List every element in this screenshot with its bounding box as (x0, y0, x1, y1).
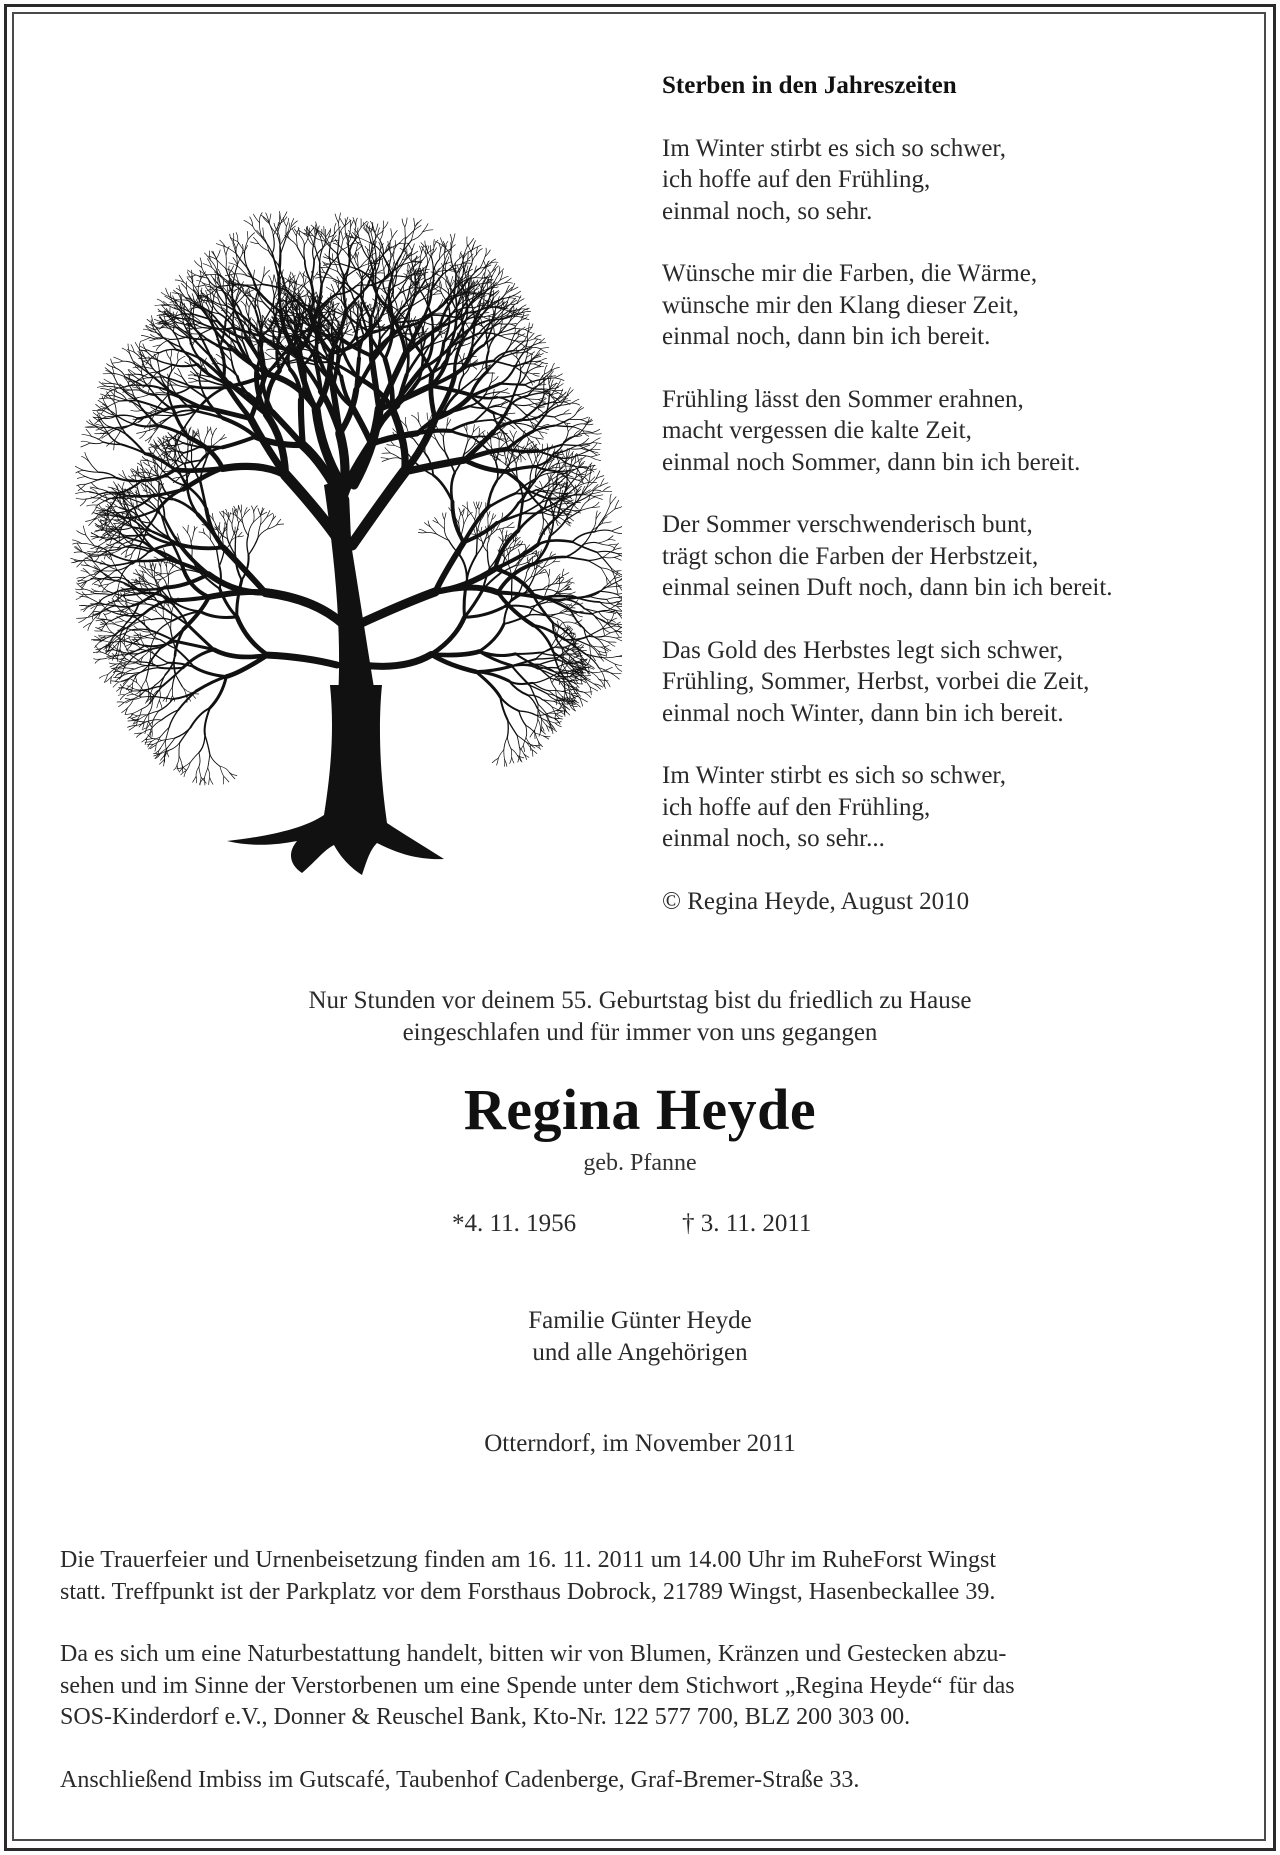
poem-line: Der Sommer verschwenderisch bunt, (662, 511, 1033, 538)
poem-line: Wünsche mir die Farben, die Wärme, (662, 260, 1038, 287)
poem-title: Sterben in den Jahreszeiten (662, 72, 957, 99)
poem-line: Im Winter stirbt es sich so schwer, (662, 762, 1006, 789)
poem-line: einmal noch Winter, dann bin ich bereit. (662, 699, 1064, 727)
note-line: Anschließend Imbiss im Gutscafé, Taubenhof Cadenberge, Graf-Bremer-Straße 33. (60, 1766, 860, 1793)
note-paragraph (60, 1545, 1225, 1608)
deceased-name: Regina Heyde (463, 1077, 817, 1142)
poem-line: einmal noch, dann bin ich bereit. (662, 323, 991, 350)
poem-line: Frühling, Sommer, Herbst, vorbei die Zeit, (662, 668, 1090, 695)
intro-line: eingeschlafen und für immer von uns gegangen (402, 1019, 878, 1046)
poem-line: wünsche mir den Klang dieser Zeit, (662, 291, 1019, 319)
intro-text (0, 985, 1280, 1049)
place-date: Otterndorf, im November 2011 (484, 1430, 796, 1457)
poem-stanza (662, 133, 1222, 228)
family-line: und alle Angehörigen (532, 1339, 748, 1366)
poem-line: einmal noch Sommer, dann bin ich bereit. (662, 448, 1081, 476)
note-line: Da es sich um eine Naturbestattung handelt, bitten wir von Blumen, Kränzen und Gestecken abzu- (60, 1641, 1007, 1667)
intro-line: Nur Stunden vor deinem 55. Geburtstag bist du friedlich zu Hause (308, 987, 972, 1014)
poem-line: Das Gold des Herbstes legt sich schwer, (662, 636, 1063, 664)
poem-line: trägt schon die Farben der Herbstzeit, (662, 542, 1039, 570)
poem-line: Im Winter stirbt es sich so schwer, (662, 134, 1006, 162)
note-paragraph (60, 1765, 1225, 1797)
poem-line: ich hoffe auf den Frühling, (662, 793, 931, 821)
note-line: Die Trauerfeier und Urnenbeisetzung finden am 16. 11. 2011 um 14.00 Uhr im RuheForst Wingst (60, 1547, 997, 1573)
poem-copyright: © Regina Heyde, August 2010 (662, 887, 970, 915)
poem-stanza (662, 509, 1222, 604)
poem-line: macht vergessen die kalte Zeit, (662, 417, 972, 444)
poem-stanzas (662, 133, 1222, 855)
note-line: statt. Treffpunkt ist der Parkplatz vor dem Forsthaus Dobrock, 21789 Wingst, Hasenbeckallee 39. (60, 1578, 996, 1605)
note-line: SOS-Kinderdorf e.V., Donner & Reuschel Bank, Kto-Nr. 122 577 700, BLZ 200 303 00. (60, 1704, 911, 1730)
death-date: † 3. 11. 2011 (682, 1210, 812, 1237)
poem-stanza (662, 384, 1222, 479)
poem-line: ich hoffe auf den Frühling, (662, 166, 931, 193)
poem-line: einmal seinen Duft noch, dann bin ich bereit. (662, 574, 1113, 601)
poem-line: einmal noch, so sehr... (662, 825, 885, 852)
tree-silhouette-icon (62, 125, 622, 880)
poem-line: einmal noch, so sehr. (662, 197, 873, 225)
note-paragraph (60, 1639, 1225, 1734)
poem-line: Frühling lässt den Sommer erahnen, (662, 385, 1024, 413)
poem (662, 70, 1222, 917)
poem-stanza (662, 635, 1222, 730)
funeral-notes (60, 1545, 1225, 1827)
family-line: Familie Günter Heyde (528, 1307, 752, 1334)
family-signature (0, 1305, 1280, 1369)
note-line: sehen und im Sinne der Verstorbenen um eine Spende unter dem Stichwort „Regina Heyde“ für das (60, 1672, 1015, 1699)
birth-date: *4. 11. 1956 (452, 1210, 577, 1237)
poem-stanza (662, 760, 1222, 855)
poem-stanza (662, 258, 1222, 353)
maiden-name: geb. Pfanne (583, 1150, 697, 1176)
